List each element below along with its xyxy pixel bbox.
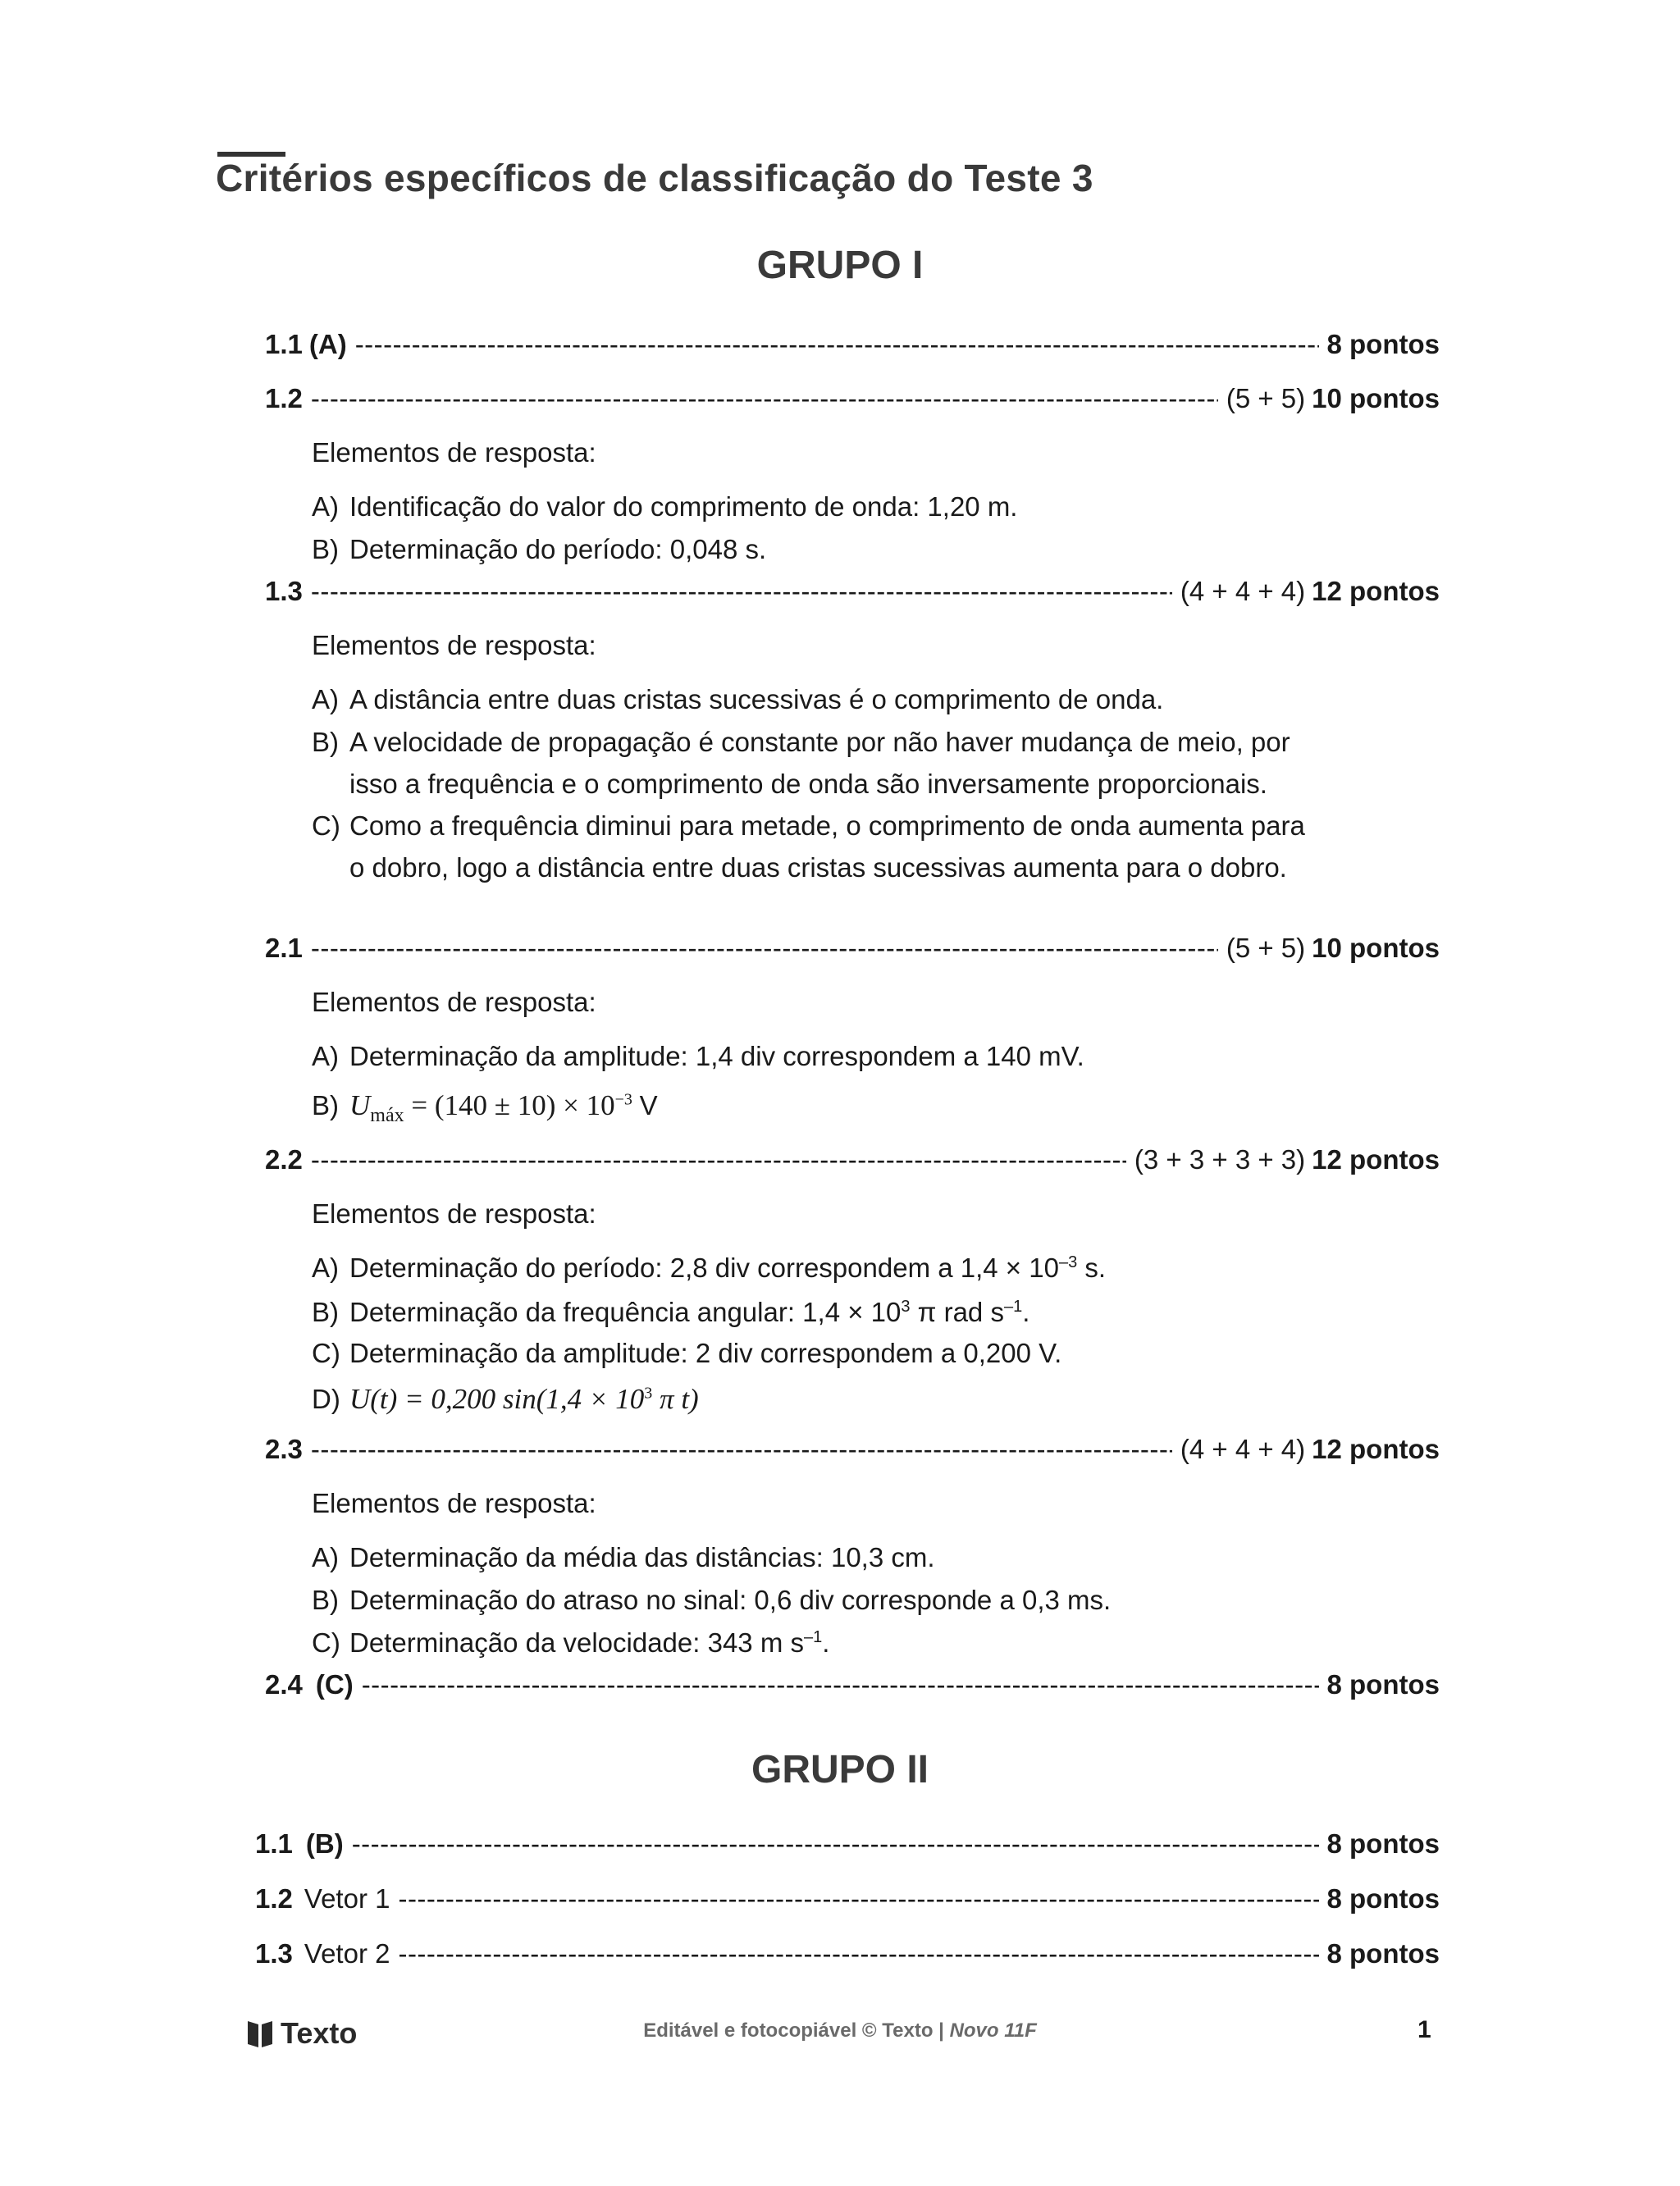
- question-number: 2.4: [265, 1669, 303, 1700]
- list-item: [312, 805, 1312, 888]
- item-letter: B): [312, 534, 339, 564]
- list-item: [312, 1084, 1312, 1126]
- criterion-row: [265, 324, 1440, 365]
- dash-leader: [311, 383, 1218, 414]
- points-breakdown: (3 + 3 + 3 + 3): [1134, 1144, 1306, 1175]
- item-text: A velocidade de propagação é constante por não haver mudança de meio, por isso a frequência e o comprimento de onda são inversamente proporcionais.: [349, 727, 1290, 799]
- points-breakdown: (4 + 4 + 4): [1180, 1434, 1306, 1464]
- item-letter: A): [312, 1253, 339, 1283]
- answer-elements-heading: Elementos de resposta:: [312, 1198, 596, 1229]
- page-number: 1: [1418, 2016, 1431, 2043]
- points: 8 pontos: [1326, 1938, 1440, 1969]
- formula: [349, 1084, 1312, 1126]
- list-item: [312, 678, 1312, 720]
- list-item: [312, 1332, 1312, 1374]
- item-letter: B): [312, 727, 339, 757]
- item-text: [349, 1291, 1312, 1333]
- points: 8 pontos: [1326, 1883, 1440, 1914]
- formula-variable: U: [349, 1089, 371, 1121]
- item-text: Determinação da média das distâncias: 10,3 cm.: [349, 1542, 935, 1572]
- dash-leader: [311, 1434, 1172, 1465]
- list-item: [312, 1291, 1312, 1333]
- criterion-row: [265, 1429, 1440, 1470]
- item-text: A distância entre duas cristas sucessivas é o comprimento de onda.: [349, 684, 1164, 714]
- formula-part: U(t) = 0,200 sin(1,4 × 10: [349, 1383, 645, 1415]
- criterion-label: Vetor 2: [304, 1938, 390, 1969]
- points: 12 pontos: [1312, 1434, 1440, 1464]
- item-letter: C): [312, 1338, 340, 1368]
- dash-leader: [362, 1669, 1319, 1700]
- dash-leader: [355, 329, 1319, 360]
- item-letter: D): [312, 1384, 340, 1414]
- answer-elements-heading: Elementos de resposta:: [312, 437, 596, 468]
- item-letter: B): [312, 1090, 339, 1120]
- criterion-row: [255, 1823, 1440, 1864]
- points-breakdown: (4 + 4 + 4): [1180, 576, 1306, 606]
- group-2-title: GRUPO II: [751, 1748, 929, 1791]
- item-text-part: .: [822, 1627, 830, 1658]
- item-text: Determinação da amplitude: 1,4 div correspondem a 140 mV.: [349, 1041, 1084, 1071]
- criterion-row: [265, 378, 1440, 419]
- points-breakdown: (5 + 5): [1226, 383, 1306, 413]
- formula-expression: = (140 ± 10) × 10: [411, 1089, 615, 1121]
- criterion-label: Vetor 1: [304, 1883, 390, 1914]
- list-item: [312, 1378, 1312, 1420]
- dash-leader: [311, 576, 1172, 607]
- answer-option: (C): [315, 1669, 354, 1700]
- exponent: –1: [1003, 1298, 1023, 1316]
- points: 12 pontos: [1312, 576, 1440, 606]
- points: 10 pontos: [1312, 933, 1440, 963]
- logo-text: Texto: [281, 2016, 358, 2050]
- exponent: –1: [803, 1628, 823, 1646]
- item-text: [349, 1622, 1312, 1663]
- group-1-title: GRUPO I: [756, 244, 924, 287]
- item-letter: C): [312, 810, 340, 841]
- list-item: [312, 528, 1312, 570]
- points: 8 pontos: [1326, 1669, 1440, 1700]
- question-number: 2.1: [265, 933, 303, 963]
- item-text: Como a frequência diminui para metade, o comprimento de onda aumenta para o dobro, logo a distância entre duas cristas sucessivas aumenta para o dobro.: [349, 810, 1305, 883]
- item-letter: B): [312, 1297, 339, 1327]
- item-text: Determinação do atraso no sinal: 0,6 div corresponde a 0,3 ms.: [349, 1585, 1112, 1615]
- item-text-part: Determinação da velocidade: 343 m s: [349, 1627, 804, 1658]
- item-letter: A): [312, 1542, 339, 1572]
- item-text-part: Determinação do período: 2,8 div correspondem a 1,4 × 10: [349, 1253, 1059, 1283]
- item-letter: A): [312, 684, 339, 714]
- list-item: [312, 1247, 1312, 1289]
- question-number: 2.2: [265, 1144, 303, 1175]
- criterion-row: [265, 1139, 1440, 1180]
- list-item: [312, 1536, 1312, 1578]
- dash-leader: [352, 1828, 1319, 1860]
- exponent: –3: [1058, 1253, 1078, 1271]
- answer-elements-heading: Elementos de resposta:: [312, 630, 596, 660]
- points: 8 pontos: [1326, 329, 1440, 359]
- item-text: Determinação do período: 0,048 s.: [349, 534, 767, 564]
- criterion-row: [265, 1664, 1440, 1705]
- list-item: [312, 486, 1312, 527]
- question-number: 1.2: [255, 1883, 293, 1914]
- item-text-part: s.: [1077, 1253, 1107, 1283]
- item-letter: B): [312, 1585, 339, 1615]
- question-number: 1.1: [265, 329, 303, 359]
- footer-text: Editável e fotocopiável © Texto |: [643, 2019, 950, 2042]
- criterion-row: [255, 1878, 1440, 1919]
- question-number: 1.1: [255, 1828, 293, 1859]
- question-number: 2.3: [265, 1434, 303, 1464]
- item-text: Determinação da amplitude: 2 div correspondem a 0,200 V.: [349, 1338, 1062, 1368]
- answer-option: (B): [305, 1828, 344, 1859]
- item-text-part: π rad s: [910, 1297, 1004, 1327]
- question-number: 1.3: [265, 576, 303, 606]
- points: 8 pontos: [1326, 1828, 1440, 1859]
- dash-leader: [311, 933, 1218, 964]
- formula-subscript: máx: [370, 1105, 404, 1126]
- formula-unit: V: [639, 1090, 658, 1120]
- list-item: [312, 1622, 1312, 1663]
- document-title: Critérios específicos de classificação do Teste 3: [216, 157, 1093, 199]
- list-item: [312, 1579, 1312, 1621]
- item-letter: A): [312, 491, 339, 522]
- item-text-part: .: [1022, 1297, 1030, 1327]
- item-text: [349, 1247, 1312, 1289]
- exponent: 3: [901, 1298, 911, 1316]
- dash-leader: [398, 1883, 1318, 1914]
- formula-exponent: −3: [614, 1090, 632, 1109]
- list-item: [312, 1035, 1312, 1077]
- criterion-row: [255, 1933, 1440, 1974]
- points: 12 pontos: [1312, 1144, 1440, 1175]
- formula-part: π t): [652, 1383, 699, 1415]
- points-breakdown: (5 + 5): [1226, 933, 1306, 963]
- item-text-part: Determinação da frequência angular: 1,4 × 10: [349, 1297, 902, 1327]
- footer-book-title: Novo 11F: [949, 2019, 1037, 2042]
- dash-leader: [398, 1938, 1318, 1969]
- formula-exponent: 3: [644, 1384, 653, 1403]
- item-text: Identificação do valor do comprimento de onda: 1,20 m.: [349, 491, 1018, 522]
- criterion-row: [265, 928, 1440, 969]
- list-item: [312, 721, 1312, 805]
- criterion-row: [265, 571, 1440, 612]
- answer-elements-heading: Elementos de resposta:: [312, 987, 596, 1017]
- dash-leader: [311, 1144, 1126, 1175]
- item-letter: C): [312, 1627, 340, 1658]
- question-number: 1.2: [265, 383, 303, 413]
- formula: [349, 1378, 1312, 1420]
- question-number: 1.3: [255, 1938, 293, 1969]
- points: 10 pontos: [1312, 383, 1440, 413]
- answer-elements-heading: Elementos de resposta:: [312, 1488, 596, 1518]
- item-letter: A): [312, 1041, 339, 1071]
- answer-option: (A): [308, 329, 347, 359]
